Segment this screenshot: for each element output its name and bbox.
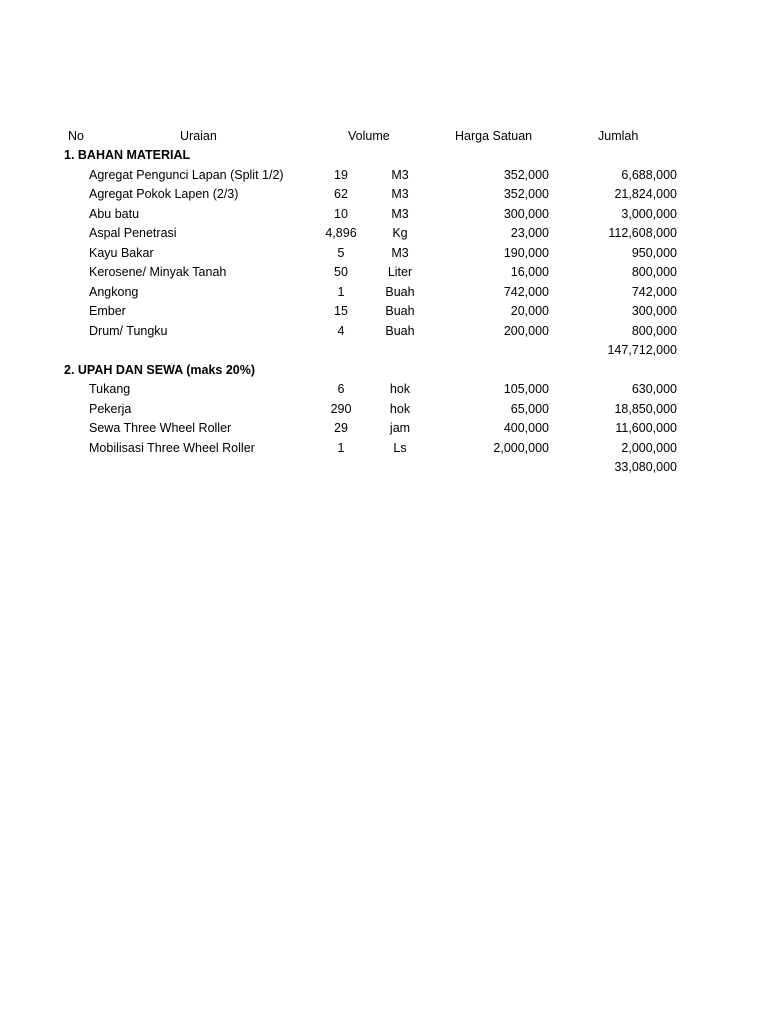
item-total: 6,688,000 xyxy=(621,167,677,182)
item-total: 3,000,000 xyxy=(621,206,677,221)
item-qty: 50 xyxy=(334,265,348,279)
item-qty: 5 xyxy=(337,245,345,260)
item-price: 105,000 xyxy=(503,382,549,396)
table-row xyxy=(0,283,768,303)
table-row xyxy=(0,224,768,244)
table-row xyxy=(0,166,768,186)
item-qty: 62 xyxy=(334,187,348,201)
item-price: 742,000 xyxy=(503,284,549,299)
item-name: Mobilisasi Three Wheel Roller xyxy=(89,440,255,455)
item-total: 800,000 xyxy=(631,265,677,279)
table-row xyxy=(0,419,768,439)
item-total: 800,000 xyxy=(631,323,677,338)
header-harga-satuan: Harga Satuan xyxy=(455,129,533,143)
item-total: 21,824,000 xyxy=(614,187,677,201)
header-no: No xyxy=(68,129,84,143)
item-name: Aspal Penetrasi xyxy=(89,226,177,240)
item-name: Kerosene/ Minyak Tanah xyxy=(89,265,227,279)
item-name: Sewa Three Wheel Roller xyxy=(89,421,232,435)
item-qty: 4,896 xyxy=(325,226,357,240)
item-price: 352,000 xyxy=(503,167,549,182)
item-qty: 1 xyxy=(337,440,345,455)
section-title: 2. UPAH DAN SEWA (maks 20%) xyxy=(64,362,256,377)
item-total: 2,000,000 xyxy=(621,440,677,455)
item-unit: Kg xyxy=(392,226,408,240)
item-qty: 1 xyxy=(337,284,345,299)
item-price: 190,000 xyxy=(503,245,549,260)
table-row xyxy=(0,263,768,283)
item-unit: M3 xyxy=(391,245,409,260)
subtotal-row xyxy=(0,458,768,478)
item-price: 23,000 xyxy=(510,226,549,240)
table-row xyxy=(0,400,768,420)
header-jumlah: Jumlah xyxy=(598,129,639,143)
table-row xyxy=(0,380,768,400)
header-uraian: Uraian xyxy=(180,129,217,143)
cost-sheet xyxy=(0,126,768,478)
section-title-row xyxy=(0,361,768,381)
item-name: Agregat Pokok Lapen (2/3) xyxy=(89,187,239,201)
item-total: 950,000 xyxy=(631,245,677,260)
item-total: 18,850,000 xyxy=(614,401,677,416)
item-price: 20,000 xyxy=(510,304,549,318)
item-name: Abu batu xyxy=(89,206,140,221)
item-unit: M3 xyxy=(391,187,409,201)
item-qty: 290 xyxy=(330,401,352,416)
item-total: 742,000 xyxy=(631,284,677,299)
item-unit: Buah xyxy=(385,304,415,318)
item-unit: M3 xyxy=(391,167,409,182)
item-price: 65,000 xyxy=(510,401,549,416)
item-qty: 29 xyxy=(334,421,348,435)
table-row xyxy=(0,185,768,205)
table-row xyxy=(0,205,768,225)
item-total: 112,608,000 xyxy=(608,226,677,240)
section-title-row xyxy=(0,146,768,166)
subtotal-row xyxy=(0,341,768,361)
item-total: 300,000 xyxy=(631,304,677,318)
section-subtotal: 33,080,000 xyxy=(614,460,677,474)
item-unit: hok xyxy=(389,382,411,396)
item-unit: jam xyxy=(389,421,411,435)
item-name: Kayu Bakar xyxy=(89,245,154,260)
item-unit: Liter xyxy=(387,265,413,279)
item-unit: M3 xyxy=(391,206,409,221)
item-qty: 15 xyxy=(334,304,348,318)
item-name: Tukang xyxy=(89,382,131,396)
item-qty: 6 xyxy=(337,382,345,396)
item-unit: Ls xyxy=(393,440,407,455)
item-name: Drum/ Tungku xyxy=(89,323,168,338)
header-row xyxy=(0,126,768,146)
item-qty: 4 xyxy=(337,323,345,338)
item-name: Pekerja xyxy=(89,401,132,416)
table-row xyxy=(0,302,768,322)
item-price: 400,000 xyxy=(503,421,549,435)
item-total: 630,000 xyxy=(631,382,677,396)
item-qty: 10 xyxy=(334,206,348,221)
table-row xyxy=(0,244,768,264)
item-price: 300,000 xyxy=(503,206,549,221)
item-unit: hok xyxy=(389,401,411,416)
item-price: 16,000 xyxy=(510,265,549,279)
table-row xyxy=(0,439,768,459)
item-price: 200,000 xyxy=(503,323,549,338)
item-name: Angkong xyxy=(89,284,139,299)
item-name: Ember xyxy=(89,304,126,318)
item-price: 2,000,000 xyxy=(493,440,549,455)
item-price: 352,000 xyxy=(503,187,549,201)
header-volume: Volume xyxy=(348,129,390,143)
item-unit: Buah xyxy=(385,284,415,299)
item-name: Agregat Pengunci Lapan (Split 1/2) xyxy=(89,167,284,182)
section-title: 1. BAHAN MATERIAL xyxy=(64,148,191,162)
section-subtotal: 147,712,000 xyxy=(607,343,677,357)
item-total: 11,600,000 xyxy=(615,421,677,435)
table-row xyxy=(0,322,768,342)
item-qty: 19 xyxy=(334,167,348,182)
item-unit: Buah xyxy=(385,323,415,338)
